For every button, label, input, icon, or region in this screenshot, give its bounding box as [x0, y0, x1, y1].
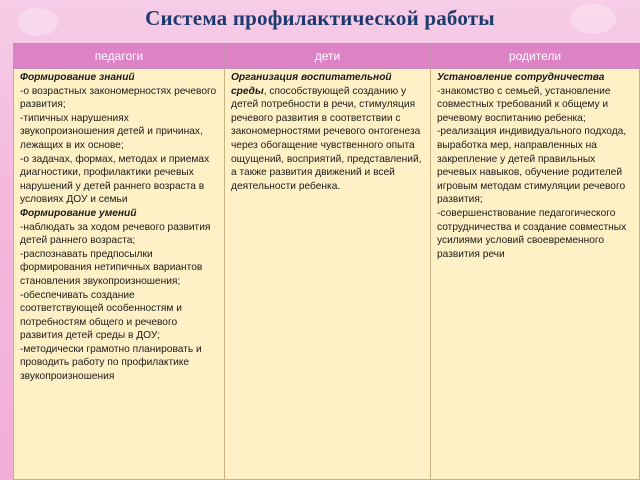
knowledge-heading: Формирование знаний — [20, 72, 135, 83]
page-title: Система профилактической работы — [145, 6, 495, 30]
skills-item: -обеспечивать создание соответствующей особенностям и потребностям общего и речевого развития детей среды в ДОУ; — [20, 289, 182, 342]
teachers-cell — [14, 69, 225, 480]
skills-item: -наблюдать за ходом речевого развития детей раннего возраста; — [20, 221, 211, 247]
prevention-system-table — [13, 43, 640, 480]
knowledge-item: -о задачах, формах, методах и приемах диагностики, профилактики речевых нарушений у детей раннего возраста в условиях ДОУ и семьи — [20, 153, 210, 206]
cooperation-heading: Установление сотрудничества — [437, 72, 605, 83]
cooperation-item: -знакомство с семьей, установление совместных требований к общему и речевому воспитанию ребенка; — [437, 85, 611, 124]
parents-cell — [431, 69, 640, 480]
environment-heading: Организация воспитательной среды — [231, 72, 392, 97]
children-cell — [225, 69, 431, 480]
column-header-parents: родители — [431, 44, 640, 69]
environment-description: , способствующей созданию у детей потребности в речи, стимуляция речевого развития в соответствии с закономерностями речевого онтогенеза через обогащение чувственного опыта ощущений, восприятий, представлений, а также развития движений и всей деятельности ребенка. — [231, 85, 422, 192]
skills-item: -методически грамотно планировать и проводить работу по профилактике звукопроизношения — [20, 343, 202, 383]
column-header-teachers: педагоги — [14, 44, 225, 69]
cooperation-item: -реализация индивидуального подхода, выработка мер, направленных на закрепление у детей правильных речевых навыков, обучение родителей игровым методам стимуляции речевого развития; — [437, 126, 627, 206]
cooperation-item: -совершенствование педагогического сотрудничества и создание совместных усилиями условий своевременного развития речи — [437, 207, 627, 260]
column-header-children: дети — [225, 44, 431, 69]
children-text — [231, 71, 425, 193]
table-row — [14, 69, 640, 480]
table-header-row — [14, 44, 640, 69]
knowledge-item: -о возрастных закономерностях речевого развития; — [20, 85, 217, 111]
skills-item: -распознавать предпосылки формирования нетипичных вариантов становления звукопроизношения; — [20, 248, 203, 287]
knowledge-item: -типичных нарушениях звукопроизношения детей и причинах, лежащих в их основе; — [20, 112, 203, 151]
skills-heading: Формирование умений — [20, 207, 137, 219]
